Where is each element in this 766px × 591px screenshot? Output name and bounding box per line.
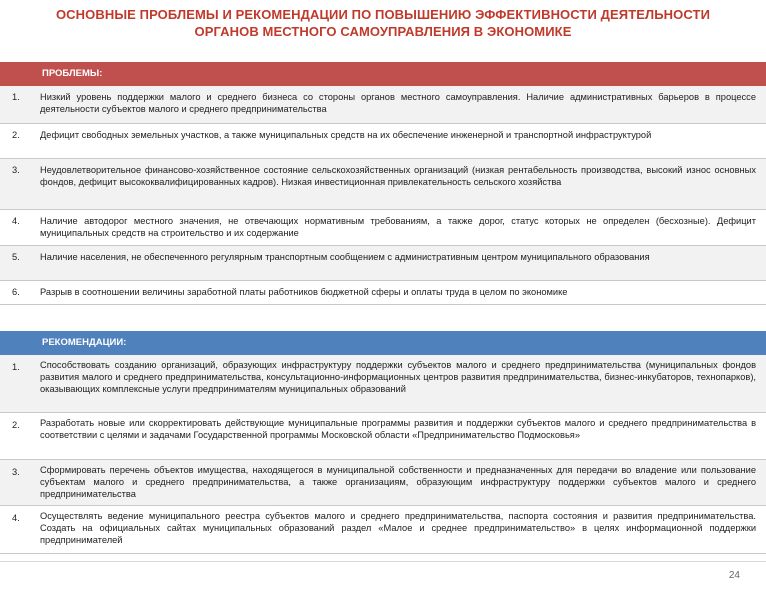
problems-header-label: ПРОБЛЕМЫ:: [0, 62, 766, 86]
recommendation-row: [0, 459, 766, 505]
problem-text: Разрыв в соотношении величины заработной платы работников бюджетной сферы и оплаты труда в целом по экономике: [40, 280, 766, 304]
problem-row: [0, 209, 766, 245]
title-line-2: ОРГАНОВ МЕСТНОГО САМОУПРАВЛЕНИЯ В ЭКОНОМИКЕ: [194, 24, 572, 39]
recommendation-text: Осуществлять ведение муниципального реестра субъектов малого и среднего предпринимательства, паспорта состояния и развития предпринимательства. Создать на официальных сайтах муниципальных образований раздел «Малое и среднее предпринимательство» в целях информационной поддержки предпринимателей: [40, 505, 766, 553]
problem-text: Наличие автодорог местного значения, не отвечающих нормативным требованиям, а также дорог, статус которых не определен (бесхозные). Дефицит муниципальных средств на строительство и их содержание: [40, 209, 766, 245]
problems-header: [0, 62, 766, 86]
problem-row: [0, 86, 766, 123]
recommendation-row: [0, 412, 766, 459]
problem-text: Низкий уровень поддержки малого и среднего бизнеса со стороны органов местного самоуправления. Наличие административных барьеров в процессе деятельности субъектов малого и среднего предпринимательства: [40, 86, 766, 123]
problem-number: 2.: [0, 123, 40, 158]
problem-number: 3.: [0, 158, 40, 209]
recommendation-text: Сформировать перечень объектов имущества, находящегося в муниципальной собственности и предназначенных для передачи во владение или пользование субъектам малого и среднего предпринимательства, а также организациям, образующим инфраструктуру поддержки субъектов малого и среднего предпринимательства: [40, 459, 766, 505]
problem-number: 1.: [0, 86, 40, 123]
problem-row: [0, 280, 766, 304]
recommendation-number: 1.: [0, 355, 40, 412]
problem-number: 5.: [0, 245, 40, 280]
recommendation-row: [0, 505, 766, 553]
recommendation-text: Способствовать созданию организаций, образующих инфраструктуру поддержки субъектов малого и среднего предпринимательства (муниципальных фондов развития малого и среднего предпринимательства, консультационно-информационных центров развития предпринимательства, бизнес-инкубаторов, технопарков), оказывающих комплексные услуги предпринимателям муниципальных образований: [40, 355, 766, 412]
recommendations-header: [0, 331, 766, 355]
recommendations-table: [0, 331, 766, 554]
title-line-1: ОСНОВНЫЕ ПРОБЛЕМЫ И РЕКОМЕНДАЦИИ ПО ПОВЫШЕНИЮ ЭФФЕКТИВНОСТИ ДЕЯТЕЛЬНОСТИ: [55, 7, 711, 22]
page-title: [0, 6, 766, 40]
problem-number: 4.: [0, 209, 40, 245]
problem-text: Дефицит свободных земельных участков, а также муниципальных средств на их обеспечение инженерной и транспортной инфраструктурой: [40, 123, 766, 158]
recommendation-number: 4.: [0, 505, 40, 553]
footer-divider: [0, 561, 766, 591]
problem-text: Наличие населения, не обеспеченного регулярным транспортным сообщением с административным центром муниципального образования: [40, 245, 766, 280]
recommendation-number: 3.: [0, 459, 40, 505]
problem-row: [0, 123, 766, 158]
problems-table: [0, 62, 766, 305]
recommendations-header-label: РЕКОМЕНДАЦИИ:: [0, 331, 766, 355]
problem-number: 6.: [0, 280, 40, 304]
page-number: 24: [728, 570, 740, 581]
recommendation-number: 2.: [0, 412, 40, 459]
recommendation-text: Разработать новые или скорректировать действующие муниципальные программы развития и поддержки субъектов малого и среднего предпринимательства в соответствии с целями и задачами Государственной программы Московской области «Предпринимательство Подмосковья»: [40, 412, 766, 459]
problem-row: [0, 245, 766, 280]
recommendation-row: [0, 355, 766, 412]
problem-text: Неудовлетворительное финансово-хозяйственное состояние сельскохозяйственных организаций (низкая рентабельность производства, высокий износ основных фондов, дефицит высококвалифицированных кадров). Низкая инвестиционная привлекательность сельского хозяйства: [40, 158, 766, 209]
problem-row: [0, 158, 766, 209]
